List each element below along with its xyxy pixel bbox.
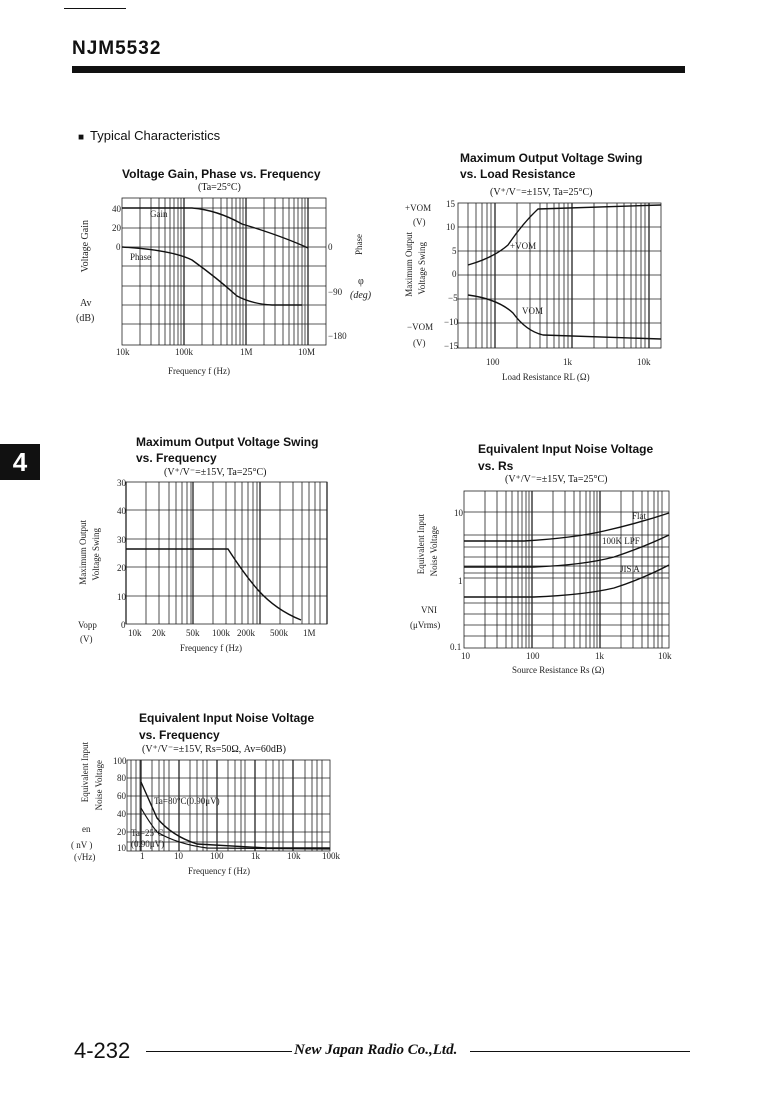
chart5-yunit-b: ( nV ) xyxy=(71,840,93,850)
footer-rule-left xyxy=(146,1051,292,1052)
chart2-title-2: vs. Load Resistance xyxy=(460,167,576,181)
chart1-xtick: 100k xyxy=(175,347,193,357)
chart5-25c-label-b: (0.90μV) xyxy=(131,839,165,849)
chart5-ytick: 10 xyxy=(117,843,126,853)
chart1-y2unit-b: (deg) xyxy=(350,290,372,301)
chart4-xlabel: Source Resistance Rs (Ω) xyxy=(512,665,605,675)
chart2-ytick: 15 xyxy=(446,199,455,209)
chart3-ylabel-2: Voltage Swing xyxy=(91,528,101,581)
chart5-ytick: 20 xyxy=(117,827,126,837)
chart5-ytick: 80 xyxy=(117,773,126,783)
chart2-yl-minus: −VOM xyxy=(407,322,434,332)
chart2-yl-minus-unit: (V) xyxy=(413,338,426,348)
chart1-y2tick: −180 xyxy=(328,331,347,341)
chart2-ytick: −15 xyxy=(444,341,459,351)
chart3-title-2: vs. Frequency xyxy=(136,451,217,465)
chart1-xtick: 10k xyxy=(116,347,130,357)
chart5-yunit-c: (√Hz) xyxy=(74,852,96,862)
company-logo: New Japan Radio Co.,Ltd. xyxy=(294,1042,458,1058)
chart2-ytick: −5 xyxy=(448,293,458,303)
chart5-xtick: 10 xyxy=(174,851,183,861)
chart2-ylabel-2: Voltage Swing xyxy=(417,242,427,295)
chart1-title: Voltage Gain, Phase vs. Frequency xyxy=(122,167,321,181)
chart5-ytick: 40 xyxy=(117,809,126,819)
chart1-y2tick: −90 xyxy=(328,287,343,297)
chart1-plot xyxy=(122,198,327,346)
chart2-ytick: 10 xyxy=(446,222,455,232)
chart4-xtick: 10 xyxy=(461,651,470,661)
chart5-xlabel: Frequency f (Hz) xyxy=(188,866,250,876)
chart3-xlabel: Frequency f (Hz) xyxy=(180,643,242,653)
chart3-plot xyxy=(126,482,328,625)
header-rule xyxy=(72,66,685,73)
chart3-ytick: 0 xyxy=(121,620,126,630)
chart2-ylabel-1: Maximum Output xyxy=(404,232,414,297)
chart1-xtick: 1M xyxy=(240,347,253,357)
chart1-xtick: 10M xyxy=(298,347,316,357)
chart2-xtick: 10k xyxy=(637,357,651,367)
chart1-phase-label: Phase xyxy=(130,252,151,262)
chart4-lpf-label: 100K LPF xyxy=(602,536,640,546)
chart4-xtick: 1k xyxy=(595,651,604,661)
chart3-xtick: 50k xyxy=(186,628,200,638)
chart1-y2label: Phase xyxy=(354,234,364,255)
chart5-ytick: 100 xyxy=(113,756,127,766)
chart3-ylabel-1: Maximum Output xyxy=(78,520,88,585)
header-top-rule xyxy=(64,8,126,9)
chart5-xtick: 100 xyxy=(210,851,224,861)
chart5-80c-label: Ta=80°C(0.90μV) xyxy=(154,796,220,806)
chart4-ytick: 10 xyxy=(454,508,463,518)
chart3-xtick: 20k xyxy=(152,628,166,638)
chart3-xtick: 500k xyxy=(270,628,288,638)
chart1-ytick: 0 xyxy=(116,242,121,252)
chart1-ytick: 40 xyxy=(112,204,121,214)
chart4-ylabel-2: Noise Voltage xyxy=(429,526,439,577)
chart5-xtick: 1k xyxy=(251,851,260,861)
chart1-xlabel: Frequency f (Hz) xyxy=(168,366,230,376)
section-heading xyxy=(78,128,220,143)
chart5-ytick: 60 xyxy=(117,791,126,801)
chart1-yunit-b: (dB) xyxy=(76,313,95,324)
chart3-ytick: 30 xyxy=(117,535,126,545)
chart3-ytick: 30 xyxy=(117,478,126,488)
chart3-ytick: 40 xyxy=(117,506,126,516)
chart4-yunit-b: (μVrms) xyxy=(410,620,441,630)
chart4-xtick: 100 xyxy=(526,651,540,661)
chart1-yunit-a: Av xyxy=(80,298,92,309)
chart5-title-2: vs. Frequency xyxy=(139,728,220,742)
chapter-tab: 4 xyxy=(0,444,40,480)
chart2-xtick: 1k xyxy=(563,357,572,367)
chart3-xtick: 10k xyxy=(128,628,142,638)
section-title: Typical Characteristics xyxy=(90,128,221,143)
chart3-ytick: 20 xyxy=(117,563,126,573)
chart5-ylabel-1: Equivalent Input xyxy=(80,742,90,803)
chart4-xtick: 10k xyxy=(658,651,672,661)
chart1-ytick: 20 xyxy=(112,223,121,233)
chart5-xtick: 100k xyxy=(322,851,340,861)
chart2-title-1: Maximum Output Voltage Swing xyxy=(460,151,643,165)
chart4-plot xyxy=(464,491,670,649)
chart2-xtick: 100 xyxy=(486,357,500,367)
chart2-ytick: −10 xyxy=(444,317,459,327)
chart1-y2tick: 0 xyxy=(328,242,333,252)
chart3-yunit-b: (V) xyxy=(80,634,93,644)
chart4-ylabel-1: Equivalent Input xyxy=(416,514,426,575)
chart5-yunit-a: en xyxy=(82,824,91,834)
chart3-yunit-a: Vopp xyxy=(78,620,97,630)
chart2-condition: (V⁺/V⁻=±15V, Ta=25°C) xyxy=(490,187,593,198)
chart2-plot xyxy=(458,203,662,349)
chart5-xtick: 1 xyxy=(140,851,145,861)
chart4-condition: (V⁺/V⁻=±15V, Ta=25°C) xyxy=(505,474,608,485)
chart4-jis-label: JIS A xyxy=(620,564,640,574)
chart4-title-2: vs. Rs xyxy=(478,459,514,473)
chart2-pos-label: +VOM xyxy=(510,241,537,251)
chart2-ytick: 5 xyxy=(452,246,457,256)
chart4-flat-label: Flat xyxy=(632,511,647,521)
chart5-plot xyxy=(127,760,331,852)
chart3-condition: (V⁺/V⁻=±15V, Ta=25°C) xyxy=(164,467,267,478)
page-number: 4-232 xyxy=(74,1038,131,1063)
footer-rule-right xyxy=(470,1051,690,1052)
chart5-xtick: 10k xyxy=(287,851,301,861)
chart4-ytick: 0.1 xyxy=(450,642,462,652)
section-bullet: ■ xyxy=(78,132,85,143)
chart4-title-1: Equivalent Input Noise Voltage xyxy=(478,442,654,456)
chart2-yl-plus-unit: (V) xyxy=(413,217,426,227)
chart4-ytick: 1 xyxy=(458,576,463,586)
chart3-xtick: 100k xyxy=(212,628,230,638)
chart5-title-1: Equivalent Input Noise Voltage xyxy=(139,711,315,725)
chart3-title-1: Maximum Output Voltage Swing xyxy=(136,435,319,449)
chart2-neg-label: VOM xyxy=(522,306,544,316)
chart2-ytick: 0 xyxy=(452,269,457,279)
chart5-condition: (V⁺/V⁻=±15V, Rs=50Ω, Av=60dB) xyxy=(142,744,286,755)
chart2-xlabel: Load Resistance RL (Ω) xyxy=(502,372,590,382)
chart1-condition: (Ta=25°C) xyxy=(198,182,241,193)
chart1-gain-label: Gain xyxy=(150,209,168,219)
chart2-yl-plus: +VOM xyxy=(405,203,432,213)
chart5-25c-label: Ta=25°C xyxy=(131,828,164,838)
chart5-ylabel-2: Noise Voltage xyxy=(94,760,104,811)
chart1-y2unit-a: φ xyxy=(358,276,364,287)
chart3-ytick: 10 xyxy=(117,592,126,602)
chart3-xtick: 1M xyxy=(303,628,316,638)
part-number: NJM5532 xyxy=(72,38,162,59)
chart4-yunit-a: VNI xyxy=(421,605,437,615)
chart3-xtick: 200k xyxy=(237,628,255,638)
chart1-ylabel: Voltage Gain xyxy=(80,220,91,273)
